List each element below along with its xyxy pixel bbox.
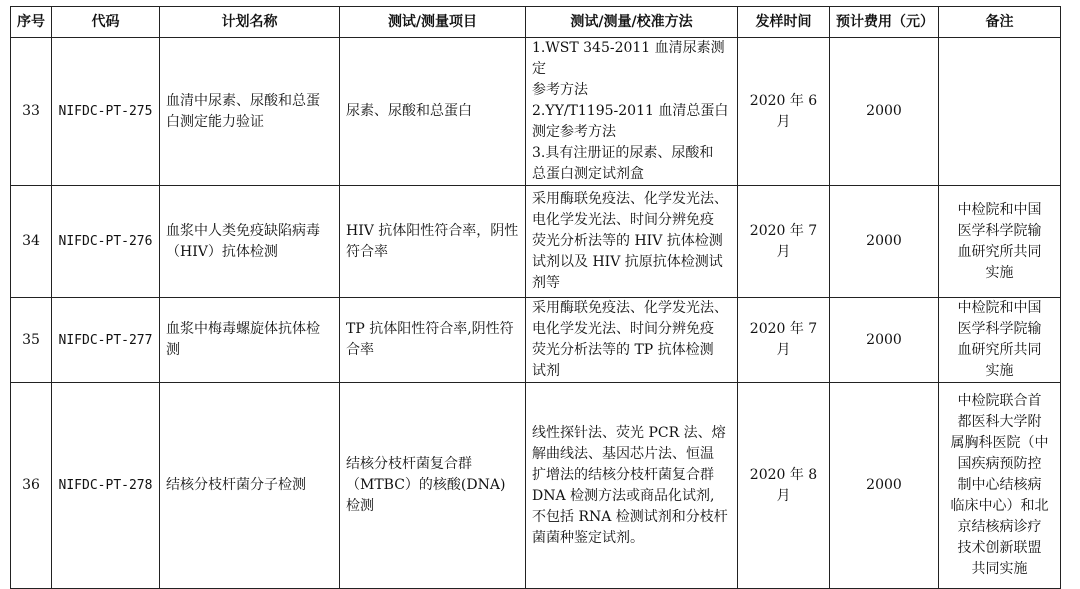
plan-table	[10, 6, 1061, 589]
header-cell: 备注	[939, 7, 1061, 38]
row-number-cell: 33	[11, 38, 52, 186]
header-cell: 计划名称	[160, 7, 340, 38]
table-row	[11, 186, 1061, 298]
method-cell-line: 扩增法的结核分枝杆菌复合群	[532, 466, 714, 483]
header-row	[11, 7, 1061, 38]
method-cell-line: 解曲线法、基因芯片法、恒温	[532, 445, 714, 462]
header-cell: 发样时间	[738, 7, 830, 38]
plan-name-cell-line: 结核分枝杆菌分子检测	[166, 477, 306, 493]
plan-name-cell-line: 血浆中梅毒螺旋体抗体检	[166, 321, 320, 337]
test-item-cell-line: 结核分枝杆菌复合群	[346, 456, 472, 472]
method-cell-line: 3.具有注册证的尿素、尿酸和	[532, 145, 714, 161]
method-cell-line: 荧光分析法等的 TP 抗体检测	[532, 342, 714, 358]
method-cell-line: 1.WST 345-2011 血清尿素测定	[532, 40, 725, 77]
note-cell-line: 实施	[985, 363, 1014, 379]
note-cell-line: 属胸科医院（中	[950, 435, 1049, 451]
plan-name-cell	[160, 383, 340, 589]
plan-code-cell: NIFDC-PT-277	[52, 298, 160, 383]
test-item-cell	[340, 298, 526, 383]
plan-name-cell	[160, 298, 340, 383]
note-cell	[939, 38, 1061, 186]
test-item-cell-line: 合率	[346, 342, 374, 358]
fee-cell: 2000	[830, 186, 939, 298]
header-cell: 测试/测量/校准方法	[526, 7, 738, 38]
plan-name-cell-line: 血清中尿素、尿酸和总蛋	[166, 92, 320, 109]
plan-code-cell: NIFDC-PT-276	[52, 186, 160, 298]
document-page	[10, 6, 1061, 589]
method-cell	[526, 186, 738, 298]
dispatch-date-cell: 2020 年 7 月	[738, 298, 830, 383]
table-row	[11, 298, 1061, 383]
header-cell: 序号	[11, 7, 52, 38]
note-cell	[939, 186, 1061, 298]
plan-code-cell: NIFDC-PT-275	[52, 38, 160, 186]
note-cell-line: 实施	[985, 264, 1014, 281]
dispatch-date-cell: 2020 年 8 月	[738, 383, 830, 589]
header-cell: 预计费用（元）	[830, 7, 939, 38]
row-number-cell: 34	[11, 186, 52, 298]
dispatch-date-cell: 2020 年 7 月	[738, 186, 830, 298]
method-cell-line: 菌菌种鉴定试剂。	[532, 529, 644, 546]
method-cell-line: 荧光分析法等的 HIV 抗体检测	[532, 233, 723, 249]
method-cell	[526, 383, 738, 589]
fee-cell: 2000	[830, 38, 939, 186]
method-cell-line: 试剂以及 HIV 抗原抗体检测试	[532, 254, 723, 270]
method-cell-line: DNA 检测方法或商品化试剂,	[532, 487, 715, 504]
note-cell-line: 血研究所共同	[957, 243, 1042, 260]
header-cell: 测试/测量项目	[340, 7, 526, 38]
dispatch-date-cell: 2020 年 6 月	[738, 38, 830, 186]
note-cell-line: 都医科大学附	[957, 414, 1042, 430]
method-cell-line: 电化学发光法、时间分辨免疫	[532, 321, 714, 337]
note-cell-line: 中检院和中国	[957, 300, 1042, 316]
plan-code-cell: NIFDC-PT-278	[52, 383, 160, 589]
test-item-cell-line: 符合率	[346, 243, 388, 260]
plan-name-cell-line: （HIV）抗体检测	[166, 243, 278, 260]
method-cell-line: 采用酶联免疫法、化学发光法、	[532, 300, 728, 316]
test-item-cell	[340, 38, 526, 186]
fee-cell: 2000	[830, 383, 939, 589]
test-item-cell	[340, 186, 526, 298]
note-cell	[939, 383, 1061, 589]
plan-name-cell	[160, 186, 340, 298]
method-cell-line: 线性探针法、荧光 PCR 法、熔	[532, 424, 726, 441]
method-cell-line: 试剂	[532, 363, 560, 379]
plan-name-cell-line: 测	[166, 342, 180, 358]
method-cell-line: 不包括 RNA 检测试剂和分枝杆	[532, 508, 728, 525]
method-cell-line: 2.YY/T1195-2011 血清总蛋白	[532, 103, 729, 119]
plan-name-cell-line: 白测定能力验证	[166, 113, 264, 130]
note-cell-line: 医学科学院输	[957, 321, 1042, 337]
method-cell-line: 参考方法	[532, 82, 588, 98]
table-row	[11, 38, 1061, 186]
table-row	[11, 383, 1061, 589]
row-number-cell: 35	[11, 298, 52, 383]
method-cell-line: 测定参考方法	[532, 124, 616, 140]
method-cell	[526, 38, 738, 186]
note-cell-line: 临床中心）和北	[950, 498, 1049, 514]
test-item-cell	[340, 383, 526, 589]
fee-cell: 2000	[830, 298, 939, 383]
method-cell	[526, 298, 738, 383]
method-cell-line: 电化学发光法、时间分辨免疫	[532, 212, 714, 228]
note-cell-line: 制中心结核病	[957, 477, 1042, 493]
plan-name-cell	[160, 38, 340, 186]
table-body	[11, 38, 1061, 589]
note-cell-line: 中检院联合首	[957, 393, 1042, 409]
note-cell-line: 技术创新联盟	[957, 540, 1042, 556]
test-item-cell-line: 尿素、尿酸和总蛋白	[346, 103, 472, 119]
row-number-cell: 36	[11, 383, 52, 589]
note-cell-line: 医学科学院输	[957, 222, 1042, 239]
note-cell-line: 血研究所共同	[957, 342, 1042, 358]
method-cell-line: 剂等	[532, 275, 560, 291]
note-cell-line: 京结核病诊疗	[957, 519, 1042, 535]
note-cell-line: 国疾病预防控	[957, 456, 1042, 472]
note-cell	[939, 298, 1061, 383]
note-cell-line: 中检院和中国	[957, 201, 1042, 218]
plan-name-cell-line: 血浆中人类免疫缺陷病毒	[166, 222, 320, 239]
method-cell-line: 采用酶联免疫法、化学发光法、	[532, 191, 728, 207]
method-cell-line: 总蛋白测定试剂盒	[532, 166, 644, 182]
test-item-cell-line: HIV 抗体阳性符合率，阴性	[346, 222, 519, 239]
test-item-cell-line: TP 抗体阳性符合率,阴性符	[346, 321, 514, 337]
test-item-cell-line: （MTBC）的核酸(DNA)检测	[346, 477, 506, 514]
header-cell: 代码	[52, 7, 160, 38]
note-cell-line: 共同实施	[971, 561, 1028, 577]
